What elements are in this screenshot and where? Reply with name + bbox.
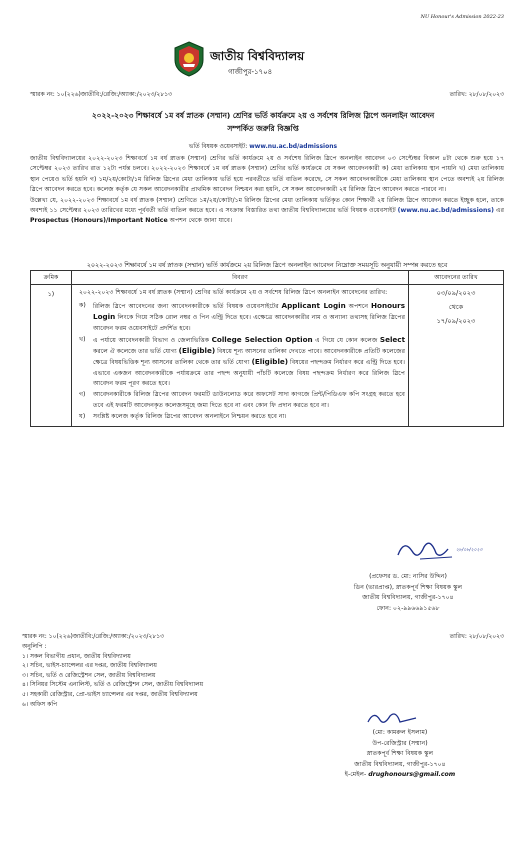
date-to: ১৭/০৯/২০২৩ (436, 317, 476, 325)
memo-number: স্মারক নং: ১০(২২৬)জাতীবি:/রেজি:/অ্যাকা:/২০২৩/২৮১৩ (30, 91, 173, 98)
university-name: জাতীয় বিশ্ববিদ্যালয় (210, 49, 305, 63)
notice-body (30, 154, 504, 227)
eligible-keyword: (Eligible) (178, 346, 216, 356)
notice-title-line1: ২০২২-২০২৩ শিক্ষাবর্ষে ১ম বর্ষ স্নাতক (সম্মান) শ্রেণির ভর্তি কার্যক্রমে ২য় ও সর্বশেষ রিলিজ স্লিপে অনলাইন আবেদন (91, 111, 435, 120)
ka-text-2: অপশনে (345, 303, 372, 310)
schedule-caption: ২০২২-২০২৩ শিক্ষাবর্ষে ১ম বর্ষ স্নাতক (সম্মান) ভর্তি কার্যক্রমে ২য় রিলিজ স্লিপে অনলাইন আবেদন নিম্নোক্ত সময়সূচি অনুযায়ী সম্পন্ন করতে হবে (86, 261, 448, 269)
eligible-keyword: (Eligible) (251, 357, 289, 367)
sub-item-label: ক) (79, 302, 86, 309)
notice-paragraph-2-text-b: এর (493, 207, 504, 215)
deputy-registrar-school: স্নাতকপূর্ব শিক্ষা বিষয়ক স্কুল (366, 750, 434, 758)
admission-header-note: NU Honour's Admission 2022-23 (420, 14, 504, 20)
signature-date-note: ২৮/০৮/২০২৩ (456, 548, 483, 553)
dean-phone: ফোন: ০২-৯৯৬৬৯১৫৬৮ (376, 604, 440, 612)
memo-date: তারিখ: ২৮/০৮/২০২৩ (449, 91, 504, 98)
header-serial: ক্রমিক (31, 271, 72, 285)
table-row (31, 285, 504, 427)
row-serial: ১) (31, 285, 72, 427)
ka-text-1: রিলিজ স্লিপে আবেদনের জন্য আবেদনকারীকে ভর্তি বিষয়ক ওয়েবসাইটের (93, 303, 282, 310)
application-date-range (409, 285, 504, 427)
notice-paragraph-2-text-c: অপশন থেকে জানা যাবে। (167, 217, 233, 225)
memo-row (30, 89, 504, 100)
deputy-registrar-email (290, 770, 510, 781)
notice-paragraph-1: জাতীয় বিশ্ববিদ্যালয়ের ২০২২-২০২৩ শিক্ষাবর্ষে ১ম বর্ষ স্নাতক (সম্মান) শ্রেণির ভর্তি কার্যক্রমে ২য় ও সর্বশেষ রিলিজ স্লিপে অনলাইন আবেদন ০৩ সেপ্টেম্বর বিকাল ৪টা থেকে শুরু হয়ে ১৭ সেপ্টেম্বর ২০২৩ তারিখ রাত ১২টা পর্যন্ত চলবে। ২০২২-২০২৩ শিক্ষাবর্ষে ১ম বর্ষ স্নাতক (সম্মান) শ্রেণির ভর্তি কার্যক্রমে যে সকল আবেদনকারী ক) মেধা তালিকায় স্থান পায়নি খ) মেধা তালিকায় স্থান পেয়েও ভর্তি হয়নি গ) ১ম/২য়/কোটা/১ম রিলিজ স্লিপের মেধা তালিকায় ভর্তি হয়ে পরবর্তীতে ভর্তি বাতিল করেছে, সে সকল আবেদনকারীকে মেধা তালিকায় স্থান পেতে অবশ্যই ২য় রিলিজ স্লিপে আবেদন করতে হবে। কলেজ কর্তৃক যে সকল আবেদনকারীর প্রাথমিক আবেদন নিশ্চয়ন করা হয়নি, সে সকল আবেদনকারী ২য় রিলিজ স্লিপে আবেদন করতে পারবে না। (30, 155, 504, 194)
list-item: ৫। সহকারী রেজিস্ট্রার, প্রো-ভাইস চ্যান্সেলর এর দপ্তর, জাতীয় বিশ্ববিদ্যালয় (22, 690, 198, 698)
dean-office: জাতীয় বিশ্ববিদ্যালয়, গাজীপুর-১৭০৪ (362, 594, 454, 602)
university-logo (172, 40, 206, 78)
prospectus-option: Prospectus (Honours)/Important Notice (30, 217, 168, 225)
list-item: ৪। সিনিয়র সিস্টেম এনালিস্ট, ভর্তি ও রেজিস্ট্রেশন সেল, জাতীয় বিশ্ববিদ্যালয় (22, 681, 204, 689)
select-keyword: Select (379, 334, 406, 344)
notice-title-line2: সম্পর্কিত জরুরি বিজ্ঞপ্তি (227, 124, 299, 133)
notice-paragraph-2-text: উল্লেখ্য যে, ২০২২-২০২৩ শিক্ষাবর্ষে ১ম বর্ষ স্নাতক (সম্মান) শ্রেণিতে ১ম/২য়/কোটা/১ম রিলিজ স্লিপের মেধা তালিকায় ভর্তিকৃত কোন শিক্ষার্থী ২য় রিলিজ স্লিপে আবেদন করতে ইচ্ছুক হলে, তাকে অবশ্যই ১১ সেপ্টেম্বর ২০২৩ তারিখের মধ্যে পূর্ববর্তী ভর্তি বাতিল করতে হবে। এ সংক্রান্ত বিস্তারিত তথ্য জাতীয় বিশ্ববিদ্যালয়ের ভর্তি বিষয়ক ওয়েবসাইট (30, 196, 504, 215)
dean-designation: ডিন (ভারপ্রাপ্ত), স্নাতকপূর্ব শিক্ষা বিষয়ক স্কুল (353, 583, 463, 591)
list-item: ১। সকল বিভাগীয় প্রধান, জাতীয় বিশ্ববিদ্যালয় (22, 652, 131, 660)
college-selection-option: College Selection Option (211, 334, 313, 344)
university-location: গাজীপুর-১৭০৪ (228, 68, 273, 76)
list-item: ২। সচিব, ভাইস-চ্যান্সেলর এর দপ্তর, জাতীয় বিশ্ববিদ্যালয় (22, 662, 157, 670)
list-item: ৬। অফিস কপি (22, 700, 58, 708)
dean-sign-block (308, 572, 508, 614)
admission-website-link-inline[interactable]: (www.nu.ac.bd/admissions) (397, 207, 494, 215)
date-separator: থেকে (448, 303, 464, 311)
copy-heading: অনুলিপি : (22, 643, 47, 650)
header-description: বিবরণ (72, 271, 409, 285)
email-label: ই-মেইল- (344, 771, 369, 779)
sub-item-text: আবেদনকারীকে রিলিজ স্লিপের আবেদন ফরমটি ডাউনলোড করে অফসেট সাদা কাগজে প্রিন্ট/পিডিএফ কপি সংগ্রহ করতে হবে তবে এই ফরমটি আবেদনকৃত কলেজসমূহে জমা দিতে হবে না এবং কোন ফি প্রদান করতে হবে না। (93, 391, 405, 409)
sub-item-label: ঘ) (79, 412, 86, 420)
website-prefix: ভর্তি বিষয়ক ওয়েবসাইট: (188, 143, 250, 150)
dean-name: (প্রফেসর ড. মো: নাসির উদ্দিন) (369, 573, 447, 580)
deputy-registrar-sign-block (290, 728, 510, 781)
deputy-registrar-designation: উপ-রেজিস্ট্রার (সম্মান) (372, 739, 428, 747)
memo-date: তারিখ: ২৮/০৮/২০২৩ (449, 633, 504, 640)
deputy-registrar-name: (মো: কামরুল ইসলাম) (372, 729, 428, 736)
date-from: ০৩/০৯/২০২৩ (436, 289, 476, 297)
sub-item-kha (75, 335, 405, 389)
sub-item-ka (75, 301, 405, 334)
sub-item-text: সংশ্লিষ্ট কলেজ কর্তৃক রিলিজ স্লিপের আবেদন অনলাইনে নিশ্চয়ন করতে হবে না। (93, 412, 287, 420)
email-address-link[interactable]: drughonours@gmail.com (368, 771, 456, 779)
distribution-memo-row (22, 631, 504, 642)
admission-website-link[interactable]: www.nu.ac.bd/admissions (249, 143, 338, 150)
kha-text-4: বিষয়ে শূন্য আসনের তালিকা দেখতে পাবে। আবেদনকারীকে প্রতিটি কলেজের ক্ষেত্রে বিষয়ভিত্তিক শূন্য আসনের তালিকা থেকে তার ভর্তি যোগ্য (93, 348, 405, 367)
dean-signature (0, 533, 526, 569)
sub-item-ga (75, 390, 405, 411)
copy-distribution-list (22, 642, 203, 709)
honours-login-link: Honours Login (93, 301, 405, 322)
applicant-login-option: Applicant Login (281, 301, 346, 310)
sub-item-text (93, 301, 405, 334)
kha-text-3: করলে ঐ কলেজে তার ভর্তি যোগ্য (93, 348, 179, 356)
schedule-header-row (31, 271, 504, 285)
admission-website-line (0, 141, 526, 152)
sub-item-gha (75, 412, 405, 422)
sub-item-label: গ) (79, 391, 86, 399)
memo-number: স্মারক নং: ১০(২২৬)জাতীবি:/রেজি:/অ্যাকা:/২০২৩/২৮১৩ (22, 633, 165, 640)
deputy-registrar-signature (0, 706, 526, 730)
kha-text-2: এ গিয়ে যে কোন কলেজ (312, 336, 380, 344)
sub-item-label: খ) (79, 335, 86, 343)
notice-title (22, 109, 504, 135)
ka-text-3: লিংকে গিয়ে সঠিক রোল নম্বর ও পিন এন্ট্রি দিতে হবে। এক্ষেত্রে আবেদনকারীর নাম ও অন্যান্য তথ্যসহ রিলিজ স্লিপের আবেদন ফরম ওয়েবসাইটে প্রদর্শিত হবে। (93, 314, 405, 332)
row-intro: ২০২২-২০২৩ শিক্ষাবর্ষে ১ম বর্ষ স্নাতক (সম্মান) শ্রেণির ভর্তি কার্যক্রমে ২য় ও সর্বশেষ রিলিজ স্লিপে অনলাইন আবেদনের তারিখ: (79, 289, 388, 296)
kha-text-5: বিষয়ের পছন্দক্রম নির্ধারণ করে এন্ট্রি দিতে হবে। এভাবে একজন আবেদনকারীকে পর্যায়ক্রমে তার পছন্দ অনুযায়ী পাঁচটি কলেজে বিষয় পছন্দক্রম নির্ধারণ করে রিলিজ স্লিপে আবেদন ফরম পূরণ করতে হবে। (93, 359, 405, 388)
sub-item-text (93, 335, 405, 389)
list-item: ৩। সচিব, ভর্তি ও রেজিস্ট্রেশন সেল, জাতীয় বিশ্ববিদ্যালয় (22, 671, 156, 679)
header-application-date: আবেদনের তারিখ (409, 271, 504, 285)
kha-text-1: এ পর্যায়ে আবেদনকারী বিভাগ ও জেলাভিত্তিক (93, 336, 212, 344)
deputy-registrar-office: জাতীয় বিশ্ববিদ্যালয়, গাজীপুর-১৭০৪ (354, 760, 446, 768)
row-description (72, 285, 409, 427)
notice-paragraph-2 (30, 196, 504, 227)
schedule-table (30, 270, 504, 427)
